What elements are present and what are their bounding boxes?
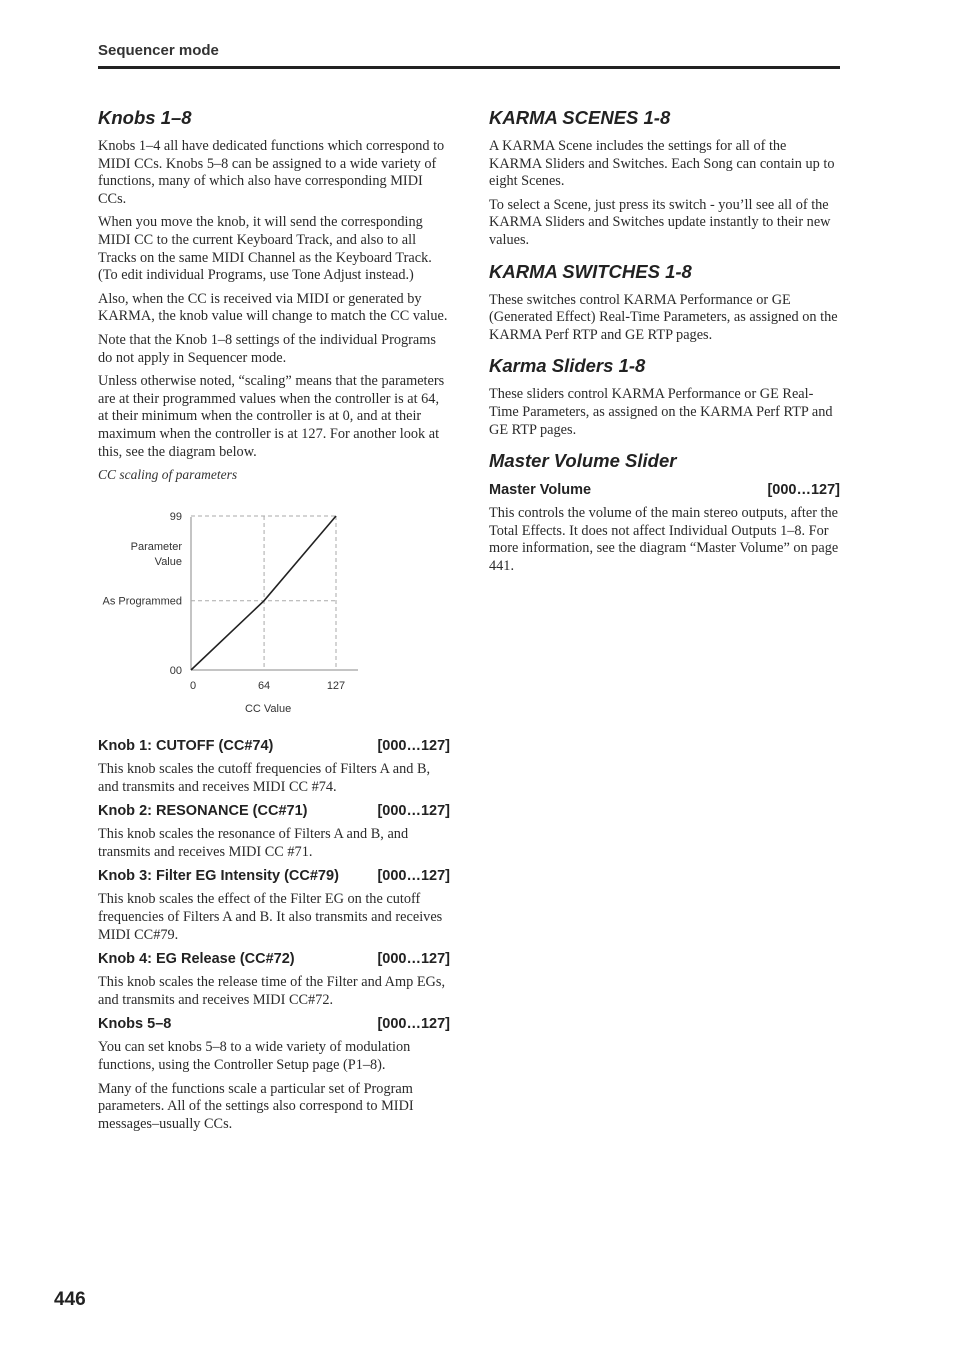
param-name: Knob 3: Filter EG Intensity (CC#79)	[98, 868, 339, 885]
paragraph: Also, when the CC is received via MIDI or generated by KARMA, the knob value will change to match the CC value.	[98, 290, 448, 325]
param-description: You can set knobs 5–8 to a wide variety of modulation functions, using the Controller Setup page (P1–8).	[98, 1039, 411, 1074]
left-column	[98, 106, 450, 1139]
param-name: Master Volume	[489, 482, 592, 499]
param-description: This knob scales the release time of the Filter and Amp EGs, and transmits and receives MIDI CC#72.	[98, 974, 446, 1008]
param-knob-3	[98, 867, 450, 885]
param-knob-4	[98, 950, 450, 968]
paragraph: Many of the functions scale a particular set of Program parameters. All of the settings also correspond to MIDI messages–usually CCs.	[98, 1080, 414, 1132]
right-column	[489, 106, 840, 582]
running-header: Sequencer mode	[98, 42, 219, 59]
chart-caption: CC scaling of parameters	[98, 467, 238, 483]
param-knob-2	[98, 802, 450, 820]
param-description: This knob scales the cutoff frequencies of Filters A and B, and transmits and receives MIDI CC #74.	[98, 761, 431, 795]
karma-switches-heading: KARMA SWITCHES 1-8	[489, 260, 692, 282]
param-range: [000…127]	[377, 738, 450, 755]
paragraph: To select a Scene, just press its switch - you’ll see all of the KARMA Sliders and Switches update instantly to their new values.	[489, 196, 831, 248]
param-master-volume	[489, 481, 840, 499]
param-range: [000…127]	[767, 482, 840, 499]
paragraph: Unless otherwise noted, “scaling” means that the parameters are at their programmed values when the controller is at 64, at their minimum when the controller is at 0, and at their maximum when the controller is at 127. For another look at this, see the diagram below.	[98, 373, 445, 460]
param-range: [000…127]	[377, 803, 450, 820]
y-tick-label: As Programmed	[102, 595, 182, 608]
param-description: This controls the volume of the main stereo outputs, after the Total Effects. It does not affect Individual Outputs 1–8. For more information, see the diagram “Master Volume” on page 441.	[489, 505, 839, 574]
param-name: Knob 4: EG Release (CC#72)	[98, 951, 295, 968]
param-description: This knob scales the effect of the Filter EG on the cutoff frequencies of Filters A and B. It also transmits and receives MIDI CC#79.	[98, 891, 443, 943]
paragraph: These sliders control KARMA Performance or GE Real-Time Parameters, as assigned on the KARMA Perf RTP and GE RTP pages.	[489, 386, 833, 438]
x-tick-label: 127	[326, 680, 346, 693]
x-axis-label: CC Value	[244, 703, 292, 716]
param-range: [000…127]	[377, 868, 450, 885]
x-tick-label: 0	[189, 680, 197, 693]
y-axis-label: Parameter	[130, 541, 182, 554]
param-name: Knobs 5–8	[98, 1016, 172, 1033]
header-rule	[98, 66, 840, 69]
page-number: 446	[54, 1289, 86, 1310]
master-volume-heading: Master Volume Slider	[489, 450, 677, 472]
y-tick-label: 00	[169, 665, 182, 678]
y-tick-label: 99	[169, 511, 182, 524]
x-tick-label: 64	[257, 680, 271, 693]
param-knobs-5-8	[98, 1015, 450, 1033]
param-range: [000…127]	[377, 1016, 450, 1033]
cc-scaling-chart	[98, 487, 450, 719]
param-name: Knob 1: CUTOFF (CC#74)	[98, 738, 274, 755]
param-range: [000…127]	[377, 951, 450, 968]
param-description: This knob scales the resonance of Filters A and B, and transmits and receives MIDI CC #71.	[98, 826, 409, 860]
paragraph: These switches control KARMA Performance or GE (Generated Effect) Real-Time Parameters, as assigned on the KARMA Perf RTP and GE RTP pages.	[489, 291, 838, 343]
paragraph: Knobs 1–4 all have dedicated functions which correspond to MIDI CCs. Knobs 5–8 can be assigned to a wide variety of functions, many of which also have corresponding MIDI CCs.	[98, 138, 445, 207]
karma-scenes-heading: KARMA SCENES 1-8	[489, 107, 671, 128]
param-name: Knob 2: RESONANCE (CC#71)	[98, 803, 308, 820]
scaling-line	[191, 516, 336, 670]
karma-sliders-heading: Karma Sliders 1-8	[489, 355, 646, 377]
paragraph: A KARMA Scene includes the settings for all of the KARMA Sliders and Switches. Each Song can contain up to eight Scenes.	[489, 138, 835, 190]
paragraph: When you move the knob, it will send the corresponding MIDI CC to the current Keyboard Track, and also to all Tracks on the same MIDI Channel as the Keyboard Track. (To edit individual Programs, use Tone Adjust instead.)	[98, 214, 432, 284]
y-axis-label: Value	[154, 556, 182, 569]
param-knob-1	[98, 737, 450, 755]
paragraph: Note that the Knob 1–8 settings of the individual Programs do not apply in Sequencer mode.	[98, 331, 436, 366]
knobs-heading: Knobs 1–8	[98, 107, 192, 128]
